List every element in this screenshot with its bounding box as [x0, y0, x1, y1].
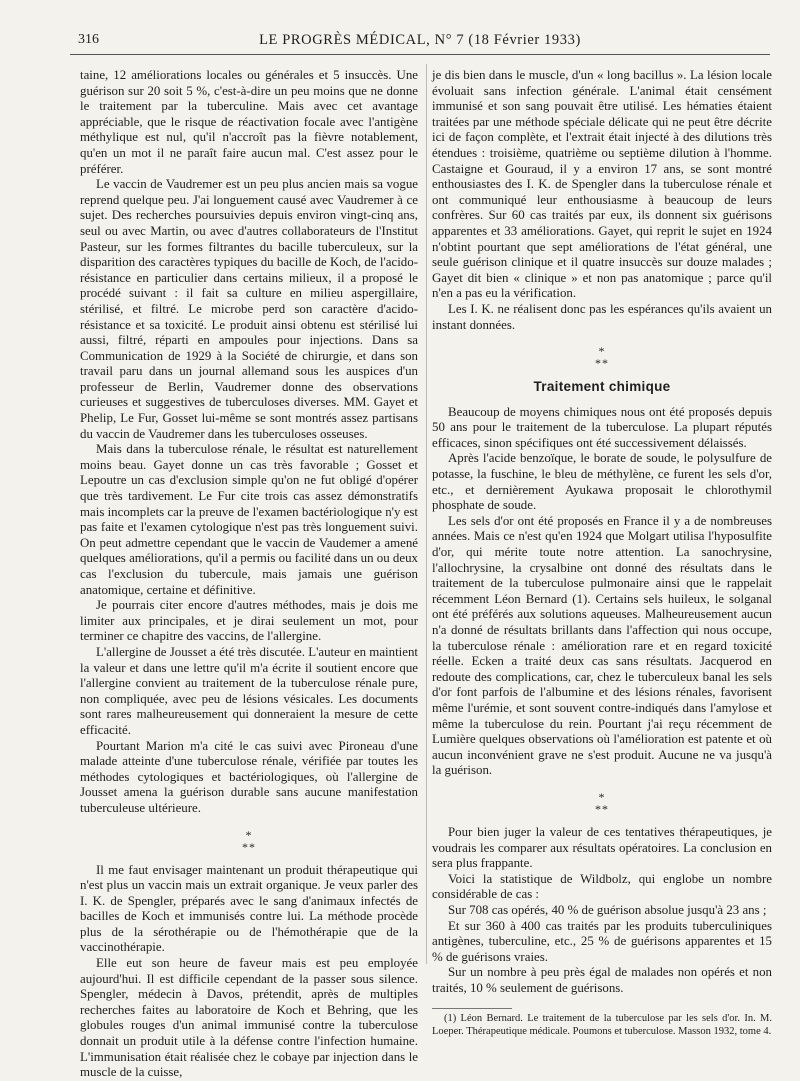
paragraph: Il me faut envisager maintenant un produit thérapeutique qui n'est plus un vaccin mais un extrait organique. Je veux parler des I. K. de Spengler, préparés avec le sang d'animaux infectés de bacilles de Koch et immunisés contre lui. La méthode procède plus de la sérothérapie ou de l'hémothérapie que de la vaccinothérapie. [80, 862, 418, 955]
paragraph: Les I. K. ne réalisent donc pas les espérances qu'ils avaient un instant données. [432, 301, 772, 332]
page-number: 316 [78, 32, 99, 47]
paragraph: Après l'acide benzoïque, le borate de soude, le polysulfure de potasse, la fuschine, le bleu de méthylène, ce furent les sels d'or, etc., et dernièrement Ayukawa proposait le chlorothymil phosphate de soude. [432, 451, 772, 513]
header-rule [70, 54, 770, 55]
footnote: (1) Léon Bernard. Le traitement de la tuberculose par les sels d'or. In. M. Loeper. Thérapeutique médicale. Poumons et tuberculose. Masson 1932, tome 4. [432, 1013, 772, 1037]
paragraph: Mais dans la tuberculose rénale, le résultat est naturellement moins beau. Gayet donne un cas très favorable ; Gosset et Lepoutre un cas d'exclusion simple qu'on ne fut obligé d'opérer que très tardivement. Le Fur cite trois cas assez démonstratifs mais incomplets car la preuve de l'examen bactériologique n'y est pas faite et l'examen cytologique n'est pas très longuement suivi. On peut admettre cependant que le vaccin de Vaudemer a amené quelques améliorations, qu'il a permis ou facilité dans un ou deux cas l'exclusion du tubercule, mais jamais une guérison anatomique, certaine et définitive. [80, 442, 418, 597]
section-separator: * ** [242, 827, 256, 854]
paragraph: Sur un nombre à peu près égal de malades non opérés et non traités, 10 % seulement de guérisons. [432, 965, 772, 995]
paragraph: Beaucoup de moyens chimiques nous ont été proposés depuis 50 ans pour le traitement de la tuberculose. La plupart réputés efficaces, sinon spécifiques ont été successivement délaissés. [432, 404, 772, 450]
paragraph: Pour bien juger la valeur de ces tentatives thérapeutiques, je voudrais les comparer aux résultats opératoires. La conclusion en sera plus frappante. [432, 824, 772, 871]
paragraph: Sur 708 cas opérés, 40 % de guérison absolue jusqu'à 23 ans ; [448, 902, 767, 917]
paragraph: Les sels d'or ont été proposés en France il y a de nombreuses années. Mais ce n'est qu'en 1924 que Molgart utilisa l'hyposulfite d'or, qui mérite toute notre attention. La sanochrysine, l'allochrysine, la crysalbine ont donné des résultats dans le traitement de la tuberculose pulmonaire ainsi que le rappelait récemment Léon Bernard (1). Certains sels huileux, le solganal ont été préférés aux solutions aqueuses. Malheureusement aucun n'a donné de résultats brillants dans l'affection qui nous occupe, la tuberculose rénale : amélioration rare et en regard toxicité réelle. Ecken a traité deux cas sans résultats. Jacquerod en redoute des complications, car, chez le tuberculeux banal les sels d'or font parfois de l'albumine et des lésions rénales, favorisent même l'urémie, et sont souvent contre-indiqués dans l'amylose et même la tuberculose du rein. Pourtant j'ai reçu récemment de Lumière quelques observations où l'amélioration est patente et où aucun inconvénient grave ne s'est produit. Aucune ne va jusqu'à la guérison. [432, 513, 772, 778]
left-column [80, 68, 418, 1081]
paragraph: taine, 12 améliorations locales ou générales et 5 insuccès. Une guérison sur 20 soit 5 %, c'est-à-dire un peu moins que ne donne le traitement par la tuberculine. Mais avec cet avantage appréciable, que le risque de réactivation focale avec l'antigène méthylique est nul, qu'il n'accroît pas la fièvre notablement, qu'en un mot il ne paraît faire aucun mal. C'est assez pour le préférer. [80, 68, 418, 176]
right-column [432, 68, 772, 1038]
paragraph: Et sur 360 à 400 cas traités par les produits tuberculiniques antigènes, tuberculine, etc., 25 % de guérisons apparentes et 15 % de guérisons vraies. [432, 918, 772, 964]
paragraph: je dis bien dans le muscle, d'un « long bacillus ». La lésion locale évoluait sans infection générale. L'animal était censément immunisé et son sang pouvait être utilisé. Les hématies étaient traitées par une méthode spéciale délicate qui ne peut être décrite ici de façon complète, et l'extrait était injecté à des dilutions très étendues : troisième, quatrième ou septième dilution à l'homme. Castaigne et Gouraud, il y a environ 17 ans, se sont montré enthousiastes des I. K. de Spengler dans la tuberculose rénale et ont communiqué leur enthousiasme à beaucoup de leurs confrères. Sur 60 cas traités par eux, ils donnent six guérisons apparentes et 33 améliorations. Gayet, qui reprit le sujet en 1924 n'obtint pourtant que sept améliorations de l'état général, une seule guérison clinique et il quatre insuccès sur douze malades ; Gayet dit bien « clinique » et non pas anatomique ; parce qu'il n'en a pas eu la vérification. [432, 68, 772, 301]
page-header [70, 32, 770, 52]
paragraph: Le vaccin de Vaudremer est un peu plus ancien mais sa vogue reprend quelque peu. J'ai longuement causé avec Vaudremer à ce sujet. Des recherches poursuivies depuis environ vingt-cinq ans, seul ou avec Martin, ou avec d'autres collaborateurs de l'Institut Pasteur, sur les formes filtrantes du bacille tuberculeux, sur la disparition des caractères typiques du bacille de Koch, de l'acido-résistance en particulier dans certains milieux, il a proposé le procédé suivant : il fait sa culture en milieu aspergillaire, stérilisé, et filtré. Le microbe perd son caractère d'acido-résistance et sa toxicité. Le produit ainsi obtenu est stérilisé lui aussi, filtré, réparti en ampoules pour injections. Dans sa Communication de 1929 à la Société de chirurgie, et dans son travail paru dans un journal allemand sous les auspices d'un professeur de Berlin, Vaudremer donne des observations curieuses et suggestives de tuberculoses diverses. MM. Gayet et Phelip, Le Fur, Gosset lui-même se sont montrés assez partisans du vaccin de Vaudremer dans les tuberculoses osseuses. [80, 177, 418, 441]
journal-title: LE PROGRÈS MÉDICAL, N° 7 (18 Février 1933) [259, 32, 581, 48]
paragraph: Je pourrais citer encore d'autres méthodes, mais je dois me limiter aux principales, et je dirai seulement un mot, pour terminer ce chapitre des vaccins, de l'allergine. [80, 598, 418, 644]
paragraph: L'allergine de Jousset a été très discutée. L'auteur en maintient la valeur et dans une lettre qu'il m'a écrite il soutient encore que l'allergine convient au traitement de la tuberculose rénale pure, non compliquée, avec peu de lésions vésicales. Les documents sont rares malheureusement qui donneraient la mesure de cette efficacité. [80, 644, 418, 737]
section-separator: * ** [595, 789, 609, 816]
paragraph: Pourtant Marion m'a cité le cas suivi avec Pironeau d'une malade atteinte d'une tuberculose rénale, vérifiée par toutes les méthodes cytologiques et bactériologiques, où l'allergine de Jousset amena la guérison durable sans aucune manifestation tuberculeuse ultérieure. [80, 738, 418, 815]
section-heading: Traitement chimique [533, 379, 671, 395]
paragraph: Voici la statistique de Wildbolz, qui englobe un nombre considérable de cas : [432, 871, 772, 902]
column-divider [426, 64, 427, 964]
section-separator: * ** [595, 344, 609, 371]
footnote-rule [432, 1008, 512, 1009]
paragraph: Elle eut son heure de faveur mais est peu employée aujourd'hui. Il est difficile cependant de la passer sous silence. Spengler, médecin à Davos, prétendit, après de multiples recherches faites au laboratoire de Koch et Behring, que les globules rouges d'un animal immunisé contre la tuberculose donnait un produit utile à la défense contre l'infection humaine. L'immunisation était réalisée chez le cobaye par injection dans le muscle de la cuisse, [80, 956, 418, 1080]
